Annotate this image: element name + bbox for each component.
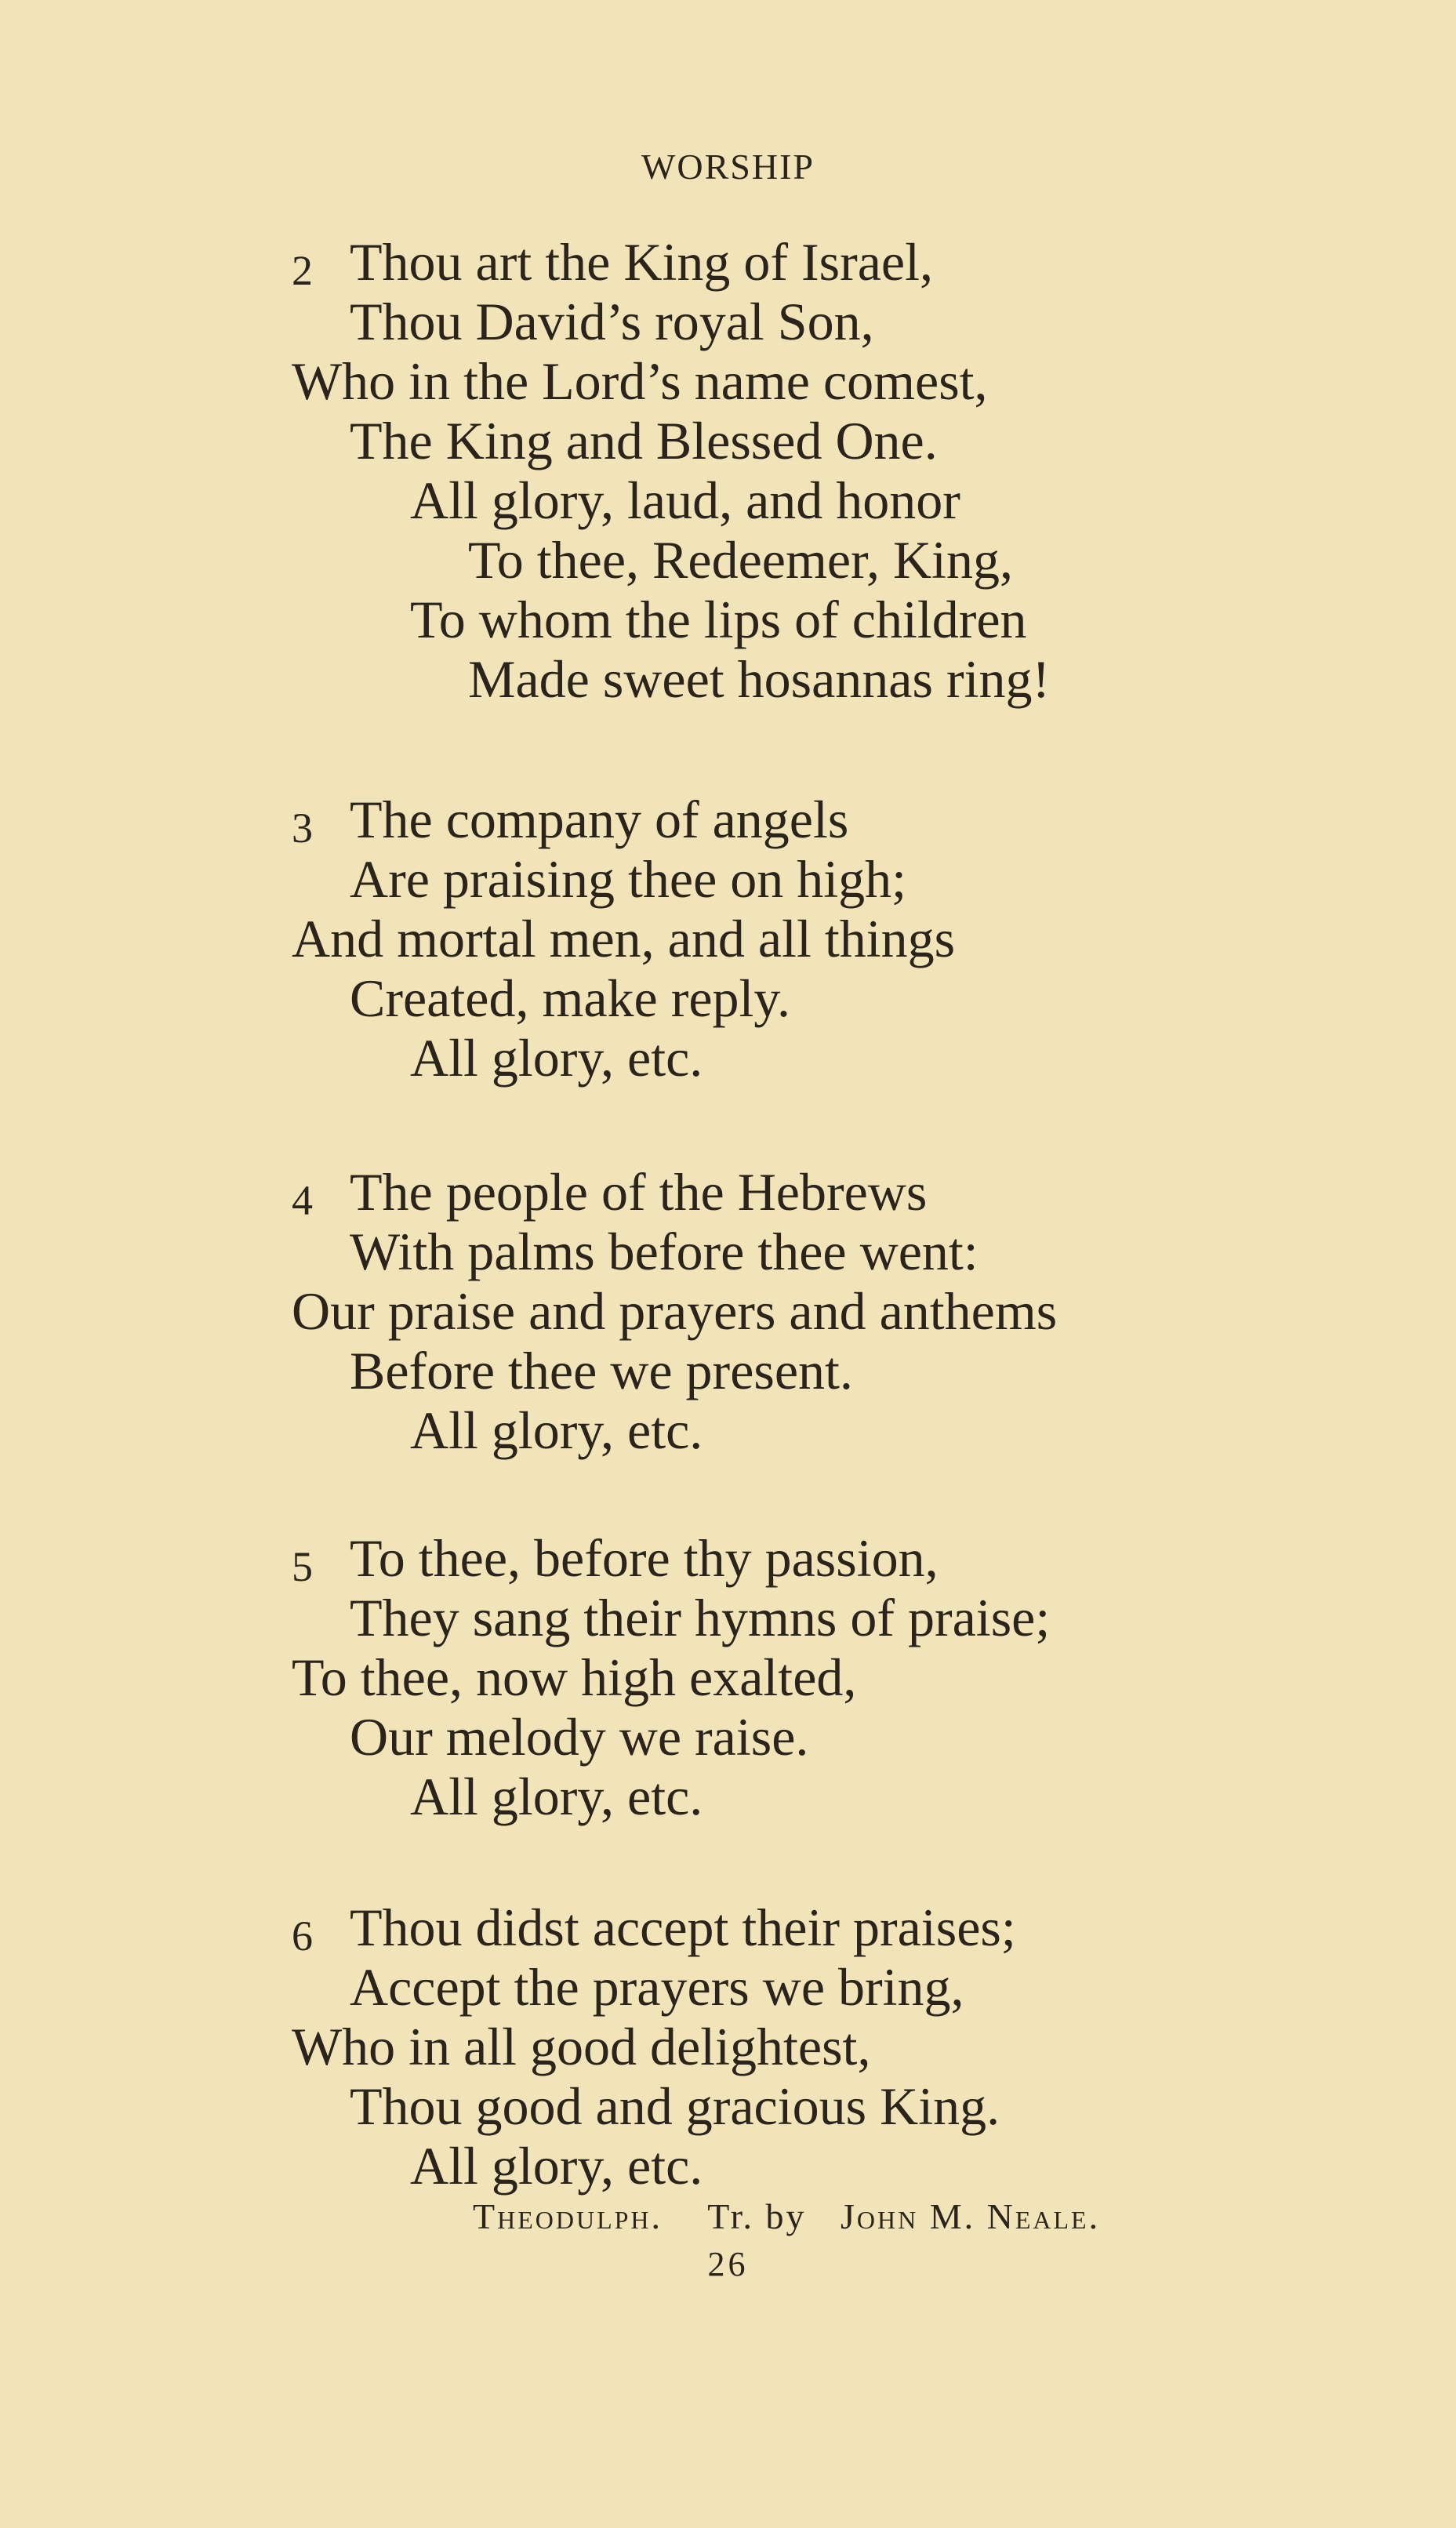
stanza-number: 4 (292, 1177, 313, 1224)
page-header: WORSHIP (641, 147, 815, 187)
verse-line: Before thee we present. (350, 1341, 853, 1400)
verse-line: And mortal men, and all things (292, 909, 956, 968)
verse-line: The King and Blessed One. (350, 411, 938, 470)
verse-line: All glory, laud, and honor (410, 470, 960, 530)
verse-line: To thee, Redeemer, King, (468, 530, 1013, 590)
stanza-number: 3 (292, 805, 313, 852)
verse-line: Thou art the King of Israel, (350, 232, 933, 292)
verse-line: To thee, before thy passion, (350, 1528, 939, 1588)
verse-line: Thou didst accept their praises; (350, 1898, 1016, 1957)
verse-line: Created, make reply. (350, 968, 790, 1028)
verse-line: All glory, etc. (410, 1767, 703, 1826)
verse-line: Our melody we raise. (350, 1707, 809, 1767)
verse-line: Thou David’s royal Son, (350, 292, 874, 351)
stanza-number: 6 (292, 1912, 313, 1960)
verse-line: Who in the Lord’s name comest, (292, 351, 988, 411)
verse-line: Our praise and prayers and anthems (292, 1281, 1058, 1341)
verse-line: The people of the Hebrews (350, 1162, 928, 1222)
page-number: 26 (707, 2245, 749, 2283)
verse-line: To whom the lips of children (410, 590, 1027, 649)
verse-line: They sang their hymns of praise; (350, 1588, 1051, 1647)
verse-line: Thou good and gracious King. (350, 2076, 1000, 2136)
attribution (473, 2196, 1100, 2237)
verse-line: With palms before thee went: (350, 1222, 979, 1281)
translator-prefix: Tr. by (707, 2196, 807, 2236)
verse-line: The company of angels (350, 790, 849, 849)
verse-line: Accept the prayers we bring, (350, 1957, 964, 2017)
verse-line: Who in all good delightest, (292, 2017, 871, 2076)
verse-line: Made sweet hosannas ring! (468, 649, 1051, 709)
translator-name: John M. Neale. (840, 2196, 1101, 2236)
verse-line: All glory, etc. (410, 1028, 703, 1088)
verse-line: Are praising thee on high; (350, 849, 907, 909)
verse-line: All glory, etc. (410, 1400, 703, 1460)
stanza-number: 2 (292, 247, 313, 294)
author-name: Theodulph. (473, 2196, 663, 2236)
verse-line: To thee, now high exalted, (292, 1647, 857, 1707)
stanza-number: 5 (292, 1543, 313, 1590)
verse-line: All glory, etc. (410, 2136, 703, 2196)
